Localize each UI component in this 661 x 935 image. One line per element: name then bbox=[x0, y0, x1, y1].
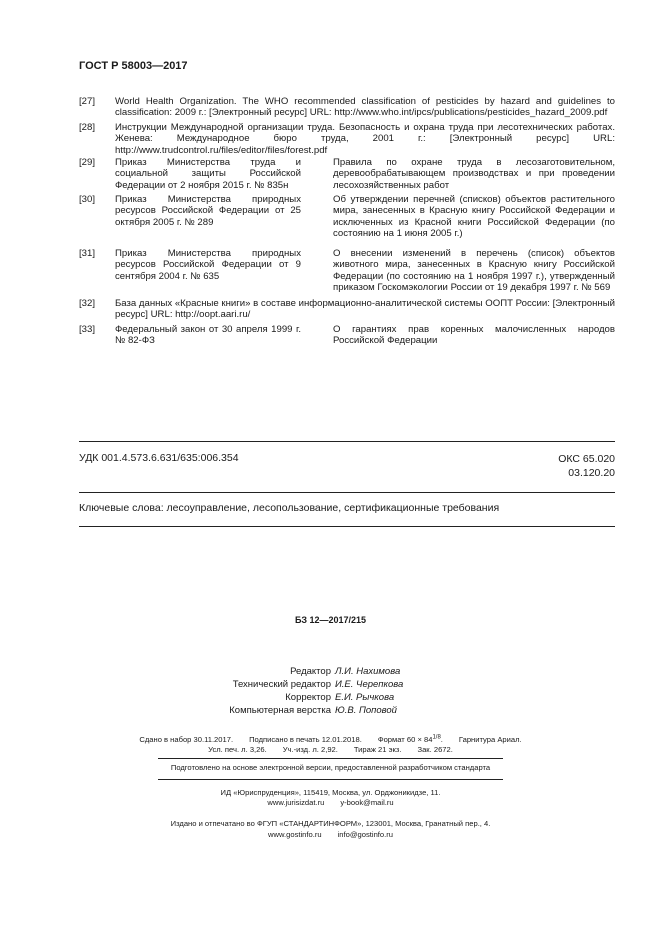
imprint-signed: Подписано в печать 12.01.2018. bbox=[249, 734, 362, 744]
divider bbox=[79, 441, 615, 442]
imprint-format-prefix: Формат 60 × 84 bbox=[377, 734, 433, 744]
imprint-zak: Зак. 2672. bbox=[417, 745, 453, 754]
editor-name: Л.И. Нахимова bbox=[335, 666, 401, 677]
editor-role: Редактор bbox=[290, 666, 331, 677]
editor-row bbox=[0, 678, 661, 691]
reference-title: О внесении изменений в перечень (список) объектов животного мира, занесенных в Красную книгу Российской Федерации (по состоянию на 1 ноября 1997 г.), утвержденный приказом Госкомэкологии России от 19 декабря 1997 г. № 569 bbox=[333, 248, 615, 294]
reference-number: [30] bbox=[79, 194, 96, 205]
reference-text: Инструкции Международной организации труда. Безопасность и охрана труда при лесотехнических работах. Женева: Международное бюро труда, 2001 г.: [Электронный ресурс] URL: http://www.trudcontrol.ru/files/editor/files/forest.pdf bbox=[115, 122, 615, 156]
reference-number: [29] bbox=[79, 157, 96, 168]
reference-text: World Health Organization. The WHO recommended classification of pesticides by hazard and guidelines to classification: 2009 г.: [Электронный ресурс] URL: http://www.who.int/ipcs/publications/pesticides_hazard_2009.pdf bbox=[115, 96, 615, 119]
divider bbox=[79, 492, 615, 493]
editor-role: Компьютерная верстка bbox=[229, 705, 331, 716]
reference-document: Федеральный закон от 30 апреля 1999 г. № 82-ФЗ bbox=[115, 324, 301, 347]
printer-site: www.gostinfo.ru bbox=[267, 830, 322, 839]
imprint-tirazh: Тираж 21 экз. bbox=[353, 745, 402, 754]
keywords: Ключевые слова: лесоуправление, лесопользование, сертификационные требования bbox=[79, 502, 500, 514]
reference-number: [28] bbox=[79, 122, 96, 133]
bz-code: БЗ 12—2017/215 bbox=[294, 615, 367, 625]
editor-name: Е.И. Рычкова bbox=[335, 692, 395, 703]
reference-title: О гарантиях прав коренных малочисленных народов Российской Федерации bbox=[333, 324, 615, 347]
divider bbox=[79, 526, 615, 527]
reference-number: [33] bbox=[79, 324, 96, 335]
imprint-font: Гарнитура Ариал. bbox=[458, 734, 522, 744]
reference-document: Приказ Министерства труда и социальной защиты Российской Федерации от 2 ноября 2015 г. № 835н bbox=[115, 157, 301, 191]
reference-title: Правила по охране труда в лесозаготовительном, деревообрабатывающем производствах и при проведении лесохозяйственных работ bbox=[333, 157, 615, 191]
imprint-line-1 bbox=[0, 732, 661, 745]
udk-code: УДК 001.4.573.6.631/635:006.354 bbox=[79, 452, 239, 464]
oks-code: 03.120.20 bbox=[568, 467, 615, 479]
imprint-publisher: ИД «Юриспруденция», 115419, Москва, ул. Орджоникидзе, 11. bbox=[220, 788, 441, 797]
reference-document: Приказ Министерства природных ресурсов Российской Федерации от 25 октября 2005 г. № 289 bbox=[115, 194, 301, 228]
divider bbox=[158, 779, 503, 780]
printer-email: info@gostinfo.ru bbox=[337, 830, 394, 839]
editor-row bbox=[0, 665, 661, 678]
editor-role: Технический редактор bbox=[232, 679, 331, 690]
imprint-format-suffix: . bbox=[440, 734, 443, 744]
editor-name: Ю.В. Поповой bbox=[335, 705, 397, 716]
reference-number: [27] bbox=[79, 96, 96, 107]
editors-block bbox=[0, 665, 661, 717]
oks-code: ОКС 65.020 bbox=[558, 453, 615, 465]
editor-name: И.Е. Черепкова bbox=[335, 679, 404, 690]
reference-title: Об утверждении перечней (списков) объектов растительного мира, занесенных в Красную книгу Российской Федерации и исключенных из Красной книги Российской Федерации (по состоянию на 1 июня 2005 г.) bbox=[333, 194, 615, 240]
imprint-line-2 bbox=[0, 744, 661, 755]
divider bbox=[158, 758, 503, 759]
imprint-format bbox=[378, 735, 443, 744]
reference-number: [32] bbox=[79, 298, 96, 309]
imprint-printed: Издано и отпечатано во ФГУП «СТАНДАРТИНФОРМ», 123001, Москва, Гранатный пер., 4. bbox=[170, 819, 491, 828]
imprint-publisher-contacts bbox=[0, 797, 661, 808]
imprint-printer-contacts bbox=[0, 829, 661, 840]
imprint-sent: Сдано в набор 30.11.2017. bbox=[139, 734, 234, 744]
publisher-site: www.jurisizdat.ru bbox=[267, 798, 325, 807]
imprint-format-fraction: 1/8 bbox=[432, 734, 441, 740]
publisher-email: y-book@mail.ru bbox=[340, 798, 394, 807]
reference-text: База данных «Красные книги» в составе информационно-аналитической системы ООПТ России: [Электронный ресурс] URL: http://oopt.aari.ru/ bbox=[115, 298, 615, 321]
imprint-prepared: Подготовлено на основе электронной версии, предоставленной разработчиком стандарта bbox=[170, 763, 491, 772]
editor-row bbox=[0, 704, 661, 717]
editor-role: Корректор bbox=[285, 692, 331, 703]
imprint-usl: Усл. печ. л. 3,26. bbox=[208, 745, 267, 754]
imprint-uch: Уч.-изд. л. 2,92. bbox=[282, 745, 338, 754]
oks-codes bbox=[558, 452, 615, 480]
page-header: ГОСТ Р 58003—2017 bbox=[79, 60, 188, 72]
editor-row bbox=[0, 691, 661, 704]
reference-document: Приказ Министерства природных ресурсов Российской Федерации от 9 сентября 2004 г. № 635 bbox=[115, 248, 301, 282]
reference-number: [31] bbox=[79, 248, 96, 259]
